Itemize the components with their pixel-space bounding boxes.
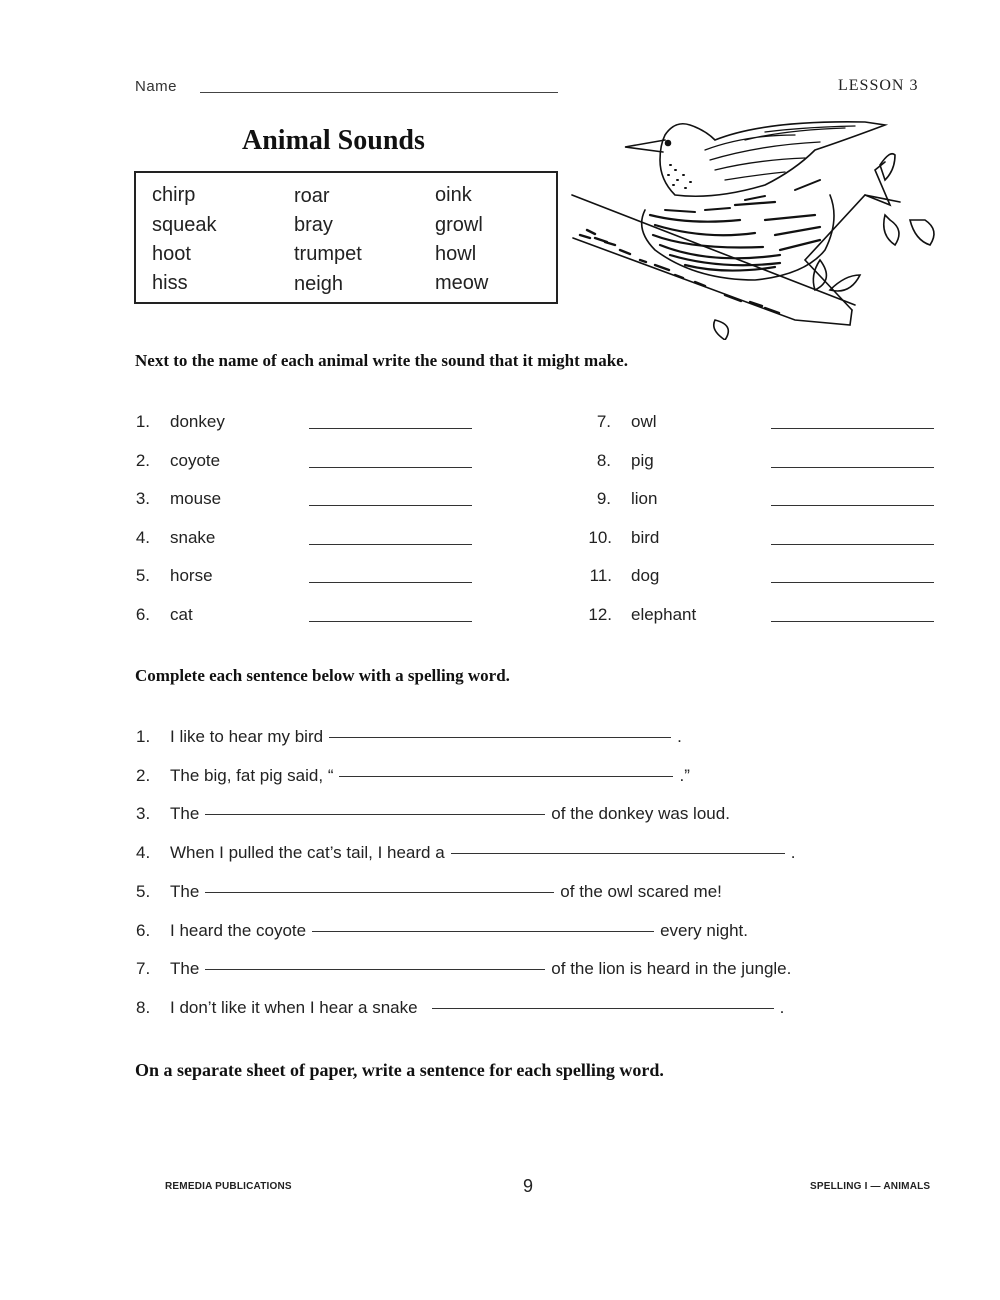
item-number: 1. xyxy=(135,412,150,431)
animal-name: owl xyxy=(631,412,657,431)
item-number: 2. xyxy=(135,451,150,470)
answer-blank[interactable] xyxy=(329,737,671,738)
item-number: 4. xyxy=(135,528,150,547)
word: squeak xyxy=(152,214,217,236)
instruction-part3: On a separate sheet of paper, write a sentence for each spelling word. xyxy=(135,1060,664,1080)
word: growl xyxy=(435,214,483,236)
sentence-before: I like to hear my bird xyxy=(170,727,324,746)
sentence-after: of the owl scared me! xyxy=(560,882,722,901)
footer-publisher: REMEDIA PUBLICATIONS xyxy=(165,1181,292,1192)
sentence-number: 4. xyxy=(136,843,151,862)
answer-blank[interactable] xyxy=(309,467,472,468)
animal-name: dog xyxy=(631,566,660,585)
answer-blank[interactable] xyxy=(309,621,472,622)
item-number: 11. xyxy=(589,566,612,585)
sentence-row xyxy=(136,804,730,824)
item-number: 9. xyxy=(596,489,611,508)
sentence-before: I don’t like it when I hear a snake xyxy=(170,998,418,1017)
answer-blank[interactable] xyxy=(309,544,472,545)
word: bray xyxy=(294,214,333,236)
sentence-after: .” xyxy=(679,766,690,785)
answer-blank[interactable] xyxy=(205,814,545,815)
answer-blank[interactable] xyxy=(339,776,673,777)
sentence-after: . xyxy=(677,727,682,746)
answer-blank[interactable] xyxy=(309,428,472,429)
answer-blank[interactable] xyxy=(205,969,545,970)
animal-name: cat xyxy=(170,605,193,624)
animal-name: mouse xyxy=(170,489,222,508)
word: oink xyxy=(435,184,472,206)
animal-name: coyote xyxy=(170,451,221,470)
answer-blank[interactable] xyxy=(771,505,934,506)
sentence-row xyxy=(136,882,722,902)
word: neigh xyxy=(294,273,343,295)
answer-blank[interactable] xyxy=(771,544,934,545)
sentence-row xyxy=(136,959,791,979)
sentence-before: The xyxy=(170,882,200,901)
animal-name: lion xyxy=(631,489,658,508)
sentence-number: 7. xyxy=(136,959,151,978)
sentence-after: . xyxy=(790,843,796,862)
sentence-number: 3. xyxy=(136,804,151,823)
animal-name: bird xyxy=(631,528,660,547)
answer-blank[interactable] xyxy=(312,931,654,932)
word: chirp xyxy=(152,184,196,206)
word: meow xyxy=(435,272,489,294)
footer-series: SPELLING I — ANIMALS xyxy=(810,1181,931,1192)
answer-blank[interactable] xyxy=(309,505,472,506)
answer-blank[interactable] xyxy=(309,582,472,583)
name-label: Name xyxy=(135,78,178,95)
answer-blank[interactable] xyxy=(771,428,934,429)
item-number: 12. xyxy=(588,605,612,624)
word-box xyxy=(134,171,558,304)
item-number: 8. xyxy=(596,451,611,470)
sentence-row xyxy=(136,727,682,747)
sentence-number: 6. xyxy=(136,921,151,940)
sentence-number: 5. xyxy=(136,882,151,901)
sentence-after: of the lion is heard in the jungle. xyxy=(551,959,792,978)
answer-blank[interactable] xyxy=(771,467,934,468)
animal-name: pig xyxy=(631,451,654,470)
animal-name: elephant xyxy=(631,605,697,624)
sentence-number: 1. xyxy=(136,727,151,746)
word: trumpet xyxy=(294,243,362,265)
animal-name: horse xyxy=(170,566,213,585)
word: roar xyxy=(294,185,330,207)
sentence-before: When I pulled the cat’s tail, I heard a xyxy=(170,843,445,862)
word: howl xyxy=(435,243,477,265)
answer-blank[interactable] xyxy=(771,621,934,622)
animal-name: snake xyxy=(170,528,216,547)
lesson-label: LESSON 3 xyxy=(838,77,919,94)
sentence-number: 2. xyxy=(136,766,151,785)
sentence-row xyxy=(136,766,690,786)
page-number: 9 xyxy=(523,1176,534,1196)
sentence-before: The big, fat pig said, “ xyxy=(170,766,334,785)
sentence-after: every night. xyxy=(660,921,748,940)
instruction-part2: Complete each sentence below with a spelling word. xyxy=(135,666,510,685)
sentence-row xyxy=(136,998,784,1018)
item-number: 3. xyxy=(135,489,150,508)
answer-blank[interactable] xyxy=(451,853,785,854)
word: hiss xyxy=(152,272,188,294)
name-field[interactable] xyxy=(200,92,558,93)
sentence-row xyxy=(136,843,795,863)
page-title: Animal Sounds xyxy=(242,125,425,156)
sentence-number: 8. xyxy=(136,998,151,1017)
answer-blank[interactable] xyxy=(432,1008,774,1009)
sentence-before: The xyxy=(170,804,200,823)
instruction-part1: Next to the name of each animal write the sound that it might make. xyxy=(135,351,628,370)
item-number: 7. xyxy=(596,412,611,431)
answer-blank[interactable] xyxy=(771,582,934,583)
sentence-row xyxy=(136,921,748,941)
bird-in-nest-icon xyxy=(565,110,955,340)
sentence-before: The xyxy=(170,959,200,978)
word: hoot xyxy=(152,243,191,265)
animal-name: donkey xyxy=(170,412,225,431)
sentence-after: of the donkey was loud. xyxy=(551,804,730,823)
item-number: 10. xyxy=(588,528,612,547)
sentence-after: . xyxy=(779,998,785,1017)
answer-blank[interactable] xyxy=(205,892,554,893)
item-number: 6. xyxy=(135,605,150,624)
sentence-before: I heard the coyote xyxy=(170,921,307,940)
item-number: 5. xyxy=(135,566,150,585)
